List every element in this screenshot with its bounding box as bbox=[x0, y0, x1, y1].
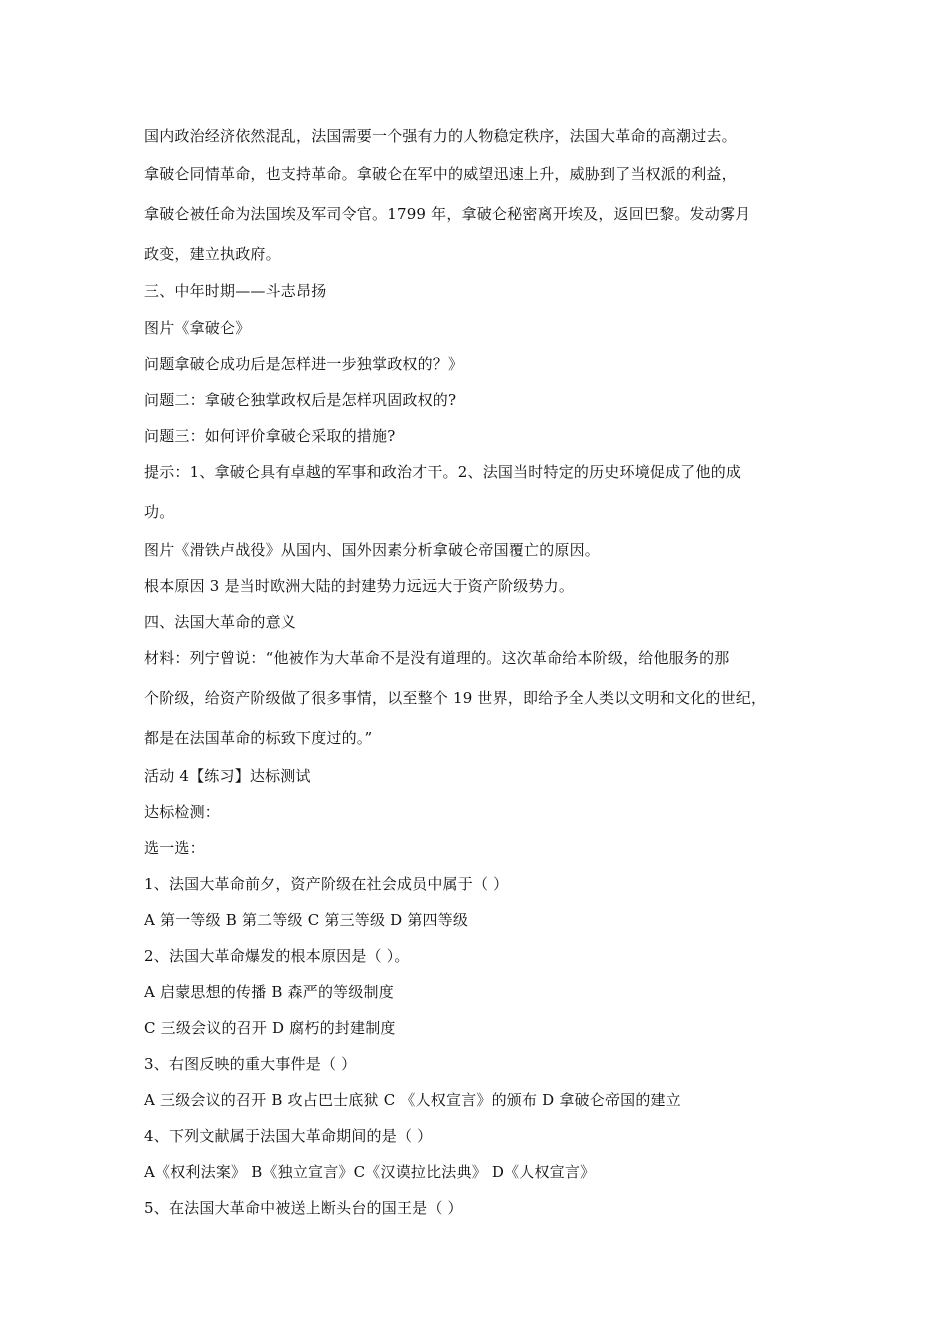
quiz-question: 4、下列文献属于法国大革命期间的是（ ） bbox=[144, 1127, 433, 1145]
quiz-question: 3、右图反映的重大事件是（ ） bbox=[144, 1055, 357, 1073]
quiz-question: 5、在法国大革命中被送上断头台的国王是（ ） bbox=[144, 1199, 463, 1217]
quiz-question: 2、法国大革命爆发的根本原因是（ ）。 bbox=[144, 947, 410, 965]
text-line: 拿破仑同情革命，也支持革命。拿破仑在军中的威望迅速上升，威胁到了当权派的利益， bbox=[144, 165, 737, 183]
hint-line: 功。 bbox=[144, 503, 175, 521]
quiz-options: A 三级会议的召开 B 攻占巴士底狱 C 《人权宣言》的颁布 D 拿破仑帝国的建立 bbox=[144, 1091, 681, 1109]
text-line: 图片《滑铁卢战役》从国内、国外因素分析拿破仑帝国覆亡的原因。 bbox=[144, 541, 601, 559]
hint-line: 提示：1、拿破仑具有卓越的军事和政治才干。2、法国当时特定的历史环境促成了他的成 bbox=[144, 463, 742, 481]
question-line: 问题拿破仑成功后是怎样进一步独掌政权的？》 bbox=[144, 355, 464, 373]
section-heading: 四、法国大革命的意义 bbox=[144, 613, 297, 631]
section-heading: 三、中年时期——斗志昂扬 bbox=[144, 282, 327, 300]
quiz-options: A 第一等级 B 第二等级 C 第三等级 D 第四等级 bbox=[144, 911, 469, 929]
text-line: 拿破仑被任命为法国埃及军司令官。1799 年，拿破仑秘密离开埃及，返回巴黎。发动雾月 bbox=[144, 205, 751, 223]
activity-heading: 活动 4【练习】达标测试 bbox=[144, 767, 311, 785]
quiz-question: 1、法国大革命前夕，资产阶级在社会成员中属于（ ） bbox=[144, 875, 509, 893]
quote-line: 材料：列宁曾说：“他被作为大革命不是没有道理的。这次革命给本阶级，给他服务的那 bbox=[144, 649, 730, 667]
text-line: 图片《拿破仑》 bbox=[144, 319, 251, 337]
text-line: 达标检测： bbox=[144, 803, 221, 821]
text-line: 国内政治经济依然混乱，法国需要一个强有力的人物稳定秩序，法国大革命的高潮过去。 bbox=[144, 127, 737, 145]
text-line: 政变，建立执政府。 bbox=[144, 245, 281, 263]
question-line: 问题三：如何评价拿破仑采取的措施? bbox=[144, 427, 396, 445]
quiz-options: C 三级会议的召开 D 腐朽的封建制度 bbox=[144, 1019, 396, 1037]
quiz-options: A《权利法案》 B《独立宣言》C《汉谟拉比法典》 D《人权宣言》 bbox=[144, 1163, 596, 1181]
quiz-options: A 启蒙思想的传播 B 森严的等级制度 bbox=[144, 983, 394, 1001]
text-line: 选一选： bbox=[144, 839, 205, 857]
quote-line: 个阶级，给资产阶级做了很多事情，以至整个 19 世界，即给予全人类以文明和文化的世纪， bbox=[144, 689, 767, 707]
text-line: 根本原因 3 是当时欧洲大陆的封建势力远远大于资产阶级势力。 bbox=[144, 577, 575, 595]
question-line: 问题二：拿破仑独掌政权后是怎样巩固政权的? bbox=[144, 391, 457, 409]
quote-line: 都是在法国革命的标致下度过的。” bbox=[144, 729, 373, 747]
